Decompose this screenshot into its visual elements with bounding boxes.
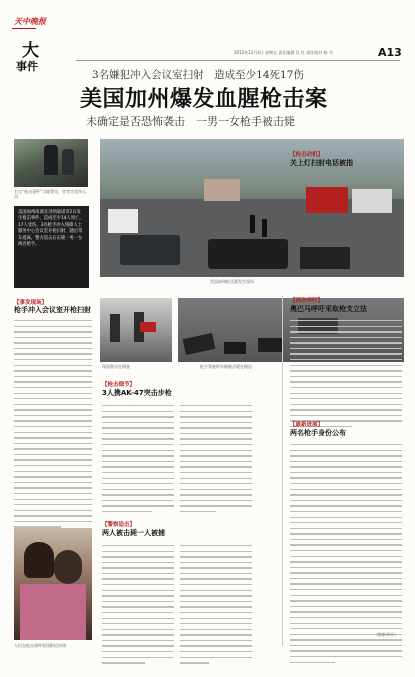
section-progress-title: 两名枪手身份公布 <box>290 429 346 437</box>
photo-officers-investigating <box>100 298 172 362</box>
right-column-divider <box>282 296 283 646</box>
section-chase-body-col2 <box>180 545 252 668</box>
section-scene-title: 枪手冲入会议室开枪扫射 <box>14 306 91 314</box>
masthead <box>8 14 74 84</box>
newspaper-logo: 天中晚报 <box>14 16 46 26</box>
section-appeal-body <box>290 320 402 432</box>
photo-main-caption: 美国加州枪击案发生现场 <box>210 279 254 284</box>
photo-officers-caption: 现场警员在调查 <box>102 364 130 369</box>
section-detail-title: 3人携AK-47突击步枪 <box>102 389 172 397</box>
headline-main: 美国加州爆发血腥枪击案 <box>80 86 328 112</box>
section-detail-body-col1 <box>102 405 174 517</box>
date-line: 2015年12月4日 星期五 责任编辑 吴 红 责任校对 杨 书 <box>234 50 333 55</box>
photo-main-scene <box>100 139 404 277</box>
section-chase-title: 两人被击毙一人被捕 <box>102 529 165 537</box>
photo-mourners <box>14 528 92 640</box>
section-progress-tag: 【最新进展】 <box>290 422 324 428</box>
section-detail-tag: 【枪击细节】 <box>102 382 136 388</box>
photo-mourners-caption: 人们在枪击事件现场附近祈祷 <box>14 643 66 648</box>
summary-box <box>14 206 89 288</box>
section-label-sub: 事件 <box>16 60 38 73</box>
section-appeal-title: 奥巴马呼吁采取枪支立法 <box>290 305 367 313</box>
top-rule <box>76 60 400 61</box>
section-scene-body <box>14 320 92 532</box>
section-motive-tag: 【枪击动机】 <box>290 152 324 158</box>
section-chase-tag: 【警察追击】 <box>102 522 136 528</box>
section-chase-body-col1 <box>102 545 174 668</box>
section-label-big: 大 <box>22 41 39 61</box>
section-scene-tag: 【事发现场】 <box>14 300 48 306</box>
logo-divider <box>12 28 36 29</box>
source-note: （据新华社） <box>374 632 398 637</box>
section-detail-body-col2 <box>180 405 252 517</box>
section-appeal-tag: 【再次呼吁】 <box>290 298 324 304</box>
photo-police-caption: 右为“枪击事件”当地警员，旁者为受伤人员 <box>14 189 87 199</box>
headline-kicker: 3名嫌犯冲入会议室扫射 造成至少14死17伤 <box>92 69 304 81</box>
page-number: A13 <box>378 46 402 59</box>
photo-vehicle-caption: 枪手驾驶的车辆被击毙在路边 <box>200 364 252 369</box>
headline-sub: 未确定是否恐怖袭击 一男一女枪手被击毙 <box>86 115 295 128</box>
summary-text: 美国加州南部圣贝纳迪诺市2日发生枪击事件，造成至少14人死亡，17人受伤。3名枪手冲入残障人士服务中心会议室开枪扫射，随后驾车逃离，警方追击后击毙一男一女两名枪手。 <box>18 210 84 248</box>
section-motive-title: 关上灯扫射电话被指 <box>290 159 353 167</box>
photo-police-officers <box>14 139 88 187</box>
